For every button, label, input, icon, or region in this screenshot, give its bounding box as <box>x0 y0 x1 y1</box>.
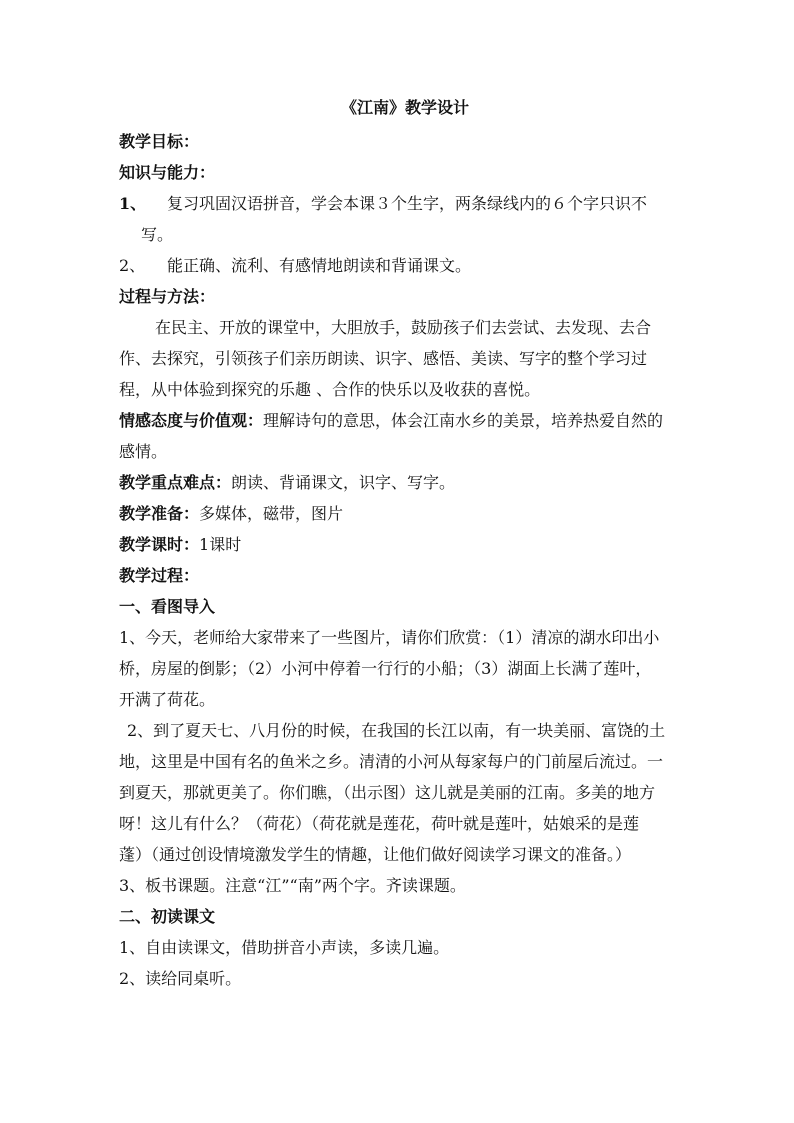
document-body <box>119 94 679 994</box>
paragraph-line: 程，从中体验到探究的乐趣 、合作的快乐以及收获的喜悦。 <box>119 380 541 399</box>
paragraph-line: 作、去探究，引领孩子们亲历朗读、识字、感悟、美读、写字的整个学习过 <box>119 349 648 368</box>
item-continuation: 写。 <box>141 225 174 244</box>
key-points-text: 朗读、背诵课文，识字、写字。 <box>231 473 456 492</box>
knowledge-item <box>119 250 679 281</box>
section1-heading: 一、看图导入 <box>119 597 216 616</box>
class-hours-text: 1课时 <box>199 535 242 554</box>
item-number: 2、 <box>119 256 146 275</box>
emotion-text: 理解诗句的意思，体会江南水乡的美景，培养热爱自然的 <box>263 411 664 430</box>
process-method-heading: 过程与方法： <box>119 287 216 306</box>
process-heading: 教学过程： <box>119 566 200 585</box>
preparation-line <box>119 498 679 529</box>
section2-heading: 二、初读课文 <box>119 907 216 926</box>
knowledge-item <box>119 188 679 219</box>
paragraph-line: 1、今天，老师给大家带来了一些图片，请你们欣赏：（1）清凉的湖水印出小 <box>119 628 660 647</box>
item-number: 1、 <box>119 194 147 213</box>
emotion-continuation: 感情。 <box>119 442 168 461</box>
item-text: 复习巩固汉语拼音，学会本课３个生字，两条绿线内的６个字只识不 <box>167 194 648 213</box>
class-hours-label: 教学课时： <box>119 535 200 554</box>
paragraph-line: 3、板书课题。注意“江”“南”两个字。齐读课题。 <box>119 876 466 895</box>
paragraph-line: 蓬）（通过创设情境激发学生的情趣，让他们做好阅读学习课文的准备。） <box>119 845 632 864</box>
key-points-line <box>119 467 679 498</box>
paragraph-line: 2、读给同桌听。 <box>119 969 242 988</box>
emotion-line <box>119 405 679 436</box>
paragraph-line: 在民主、开放的课堂中，大胆放手，鼓励孩子们去尝试、去发现、去合 <box>155 318 652 337</box>
key-points-label: 教学重点难点： <box>119 473 232 492</box>
paragraph-line: 开满了荷花。 <box>119 690 216 709</box>
objectives-heading: 教学目标： <box>119 132 200 151</box>
paragraph-line: 地，这里是中国有名的鱼米之乡。清清的小河从每家每户的门前屋后流过。一 <box>119 752 664 771</box>
preparation-text: 多媒体，磁带，图片 <box>199 504 344 523</box>
paragraph-line: 呀！这儿有什么？（荷花）（荷花就是莲花，荷叶就是莲叶，姑娘采的是莲 <box>119 814 640 833</box>
emotion-label: 情感态度与价值观： <box>119 411 264 430</box>
class-hours-line <box>119 529 679 560</box>
knowledge-heading: 知识与能力： <box>119 163 216 182</box>
preparation-label: 教学准备： <box>119 504 200 523</box>
paragraph-line: 桥，房屋的倒影；（2）小河中停着一行行的小船；（3）湖面上长满了莲叶， <box>119 659 652 678</box>
document-title: 《江南》教学设计 <box>340 98 469 117</box>
paragraph-line: 2、到了夏天七、八月份的时候，在我国的长江以南，有一块美丽、富饶的土 <box>127 721 666 740</box>
item-text: 能正确、流利、有感情地朗读和背诵课文。 <box>167 256 472 275</box>
paragraph-line: 到夏天，那就更美了。你们瞧，（出示图）这儿就是美丽的江南。多美的地方 <box>119 783 656 802</box>
paragraph-line: 1、自由读课文，借助拼音小声读，多读几遍。 <box>119 938 450 957</box>
